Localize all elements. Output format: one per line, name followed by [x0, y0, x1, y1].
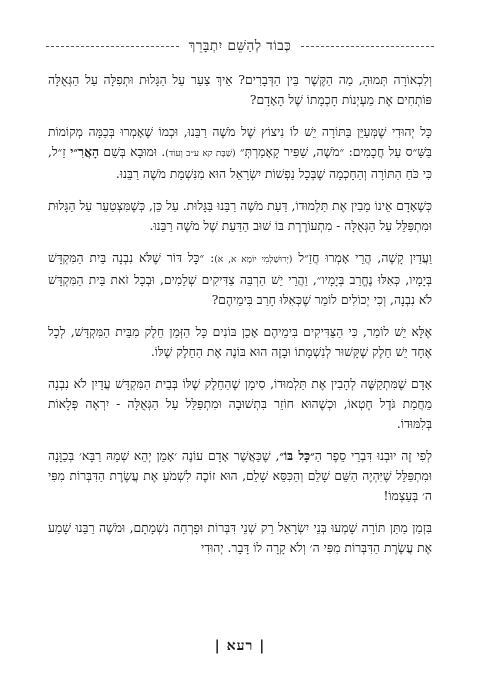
paragraph-text: לְפִי זֶה יוּבְנוּ דִּבְרֵי סֵפֶר הַ — [314, 449, 432, 463]
paragraph — [48, 70, 432, 110]
paragraph-text: כְּשֶׁאָדָם אֵינוֹ מֵבִין אֶת תַּלְמוּדוֹ, דַּעַת מֹשֶׁה רַבֵּנוּ בַּגָּלוּת. עַל כֵּן, כְּשֶׁמִּצְטַעֵר עַל הַגָּלוּת וּמִתְפַּלֵּל עַל הַגְּאֻלָּה - מִתְעוֹרֶרֶת בּוֹ שׁוּב הַדַּעַת שֶׁל מֹשֶׁה רַבֵּנוּ. — [48, 199, 432, 233]
paragraph — [48, 374, 432, 434]
emphasized-text: הָאֲרִ״י — [70, 144, 100, 159]
paragraph-text: וַעֲדַיִן קָשֶׁה, הֲרֵי אָמְרוּ חֲזַ״ל — [292, 251, 432, 265]
paragraph — [48, 122, 432, 184]
paragraph-text: בִּזְמַן מַתַּן תּוֹרָה שָׁמְעוּ בְּנֵי יִשְׂרָאֵל רַק שְׁנֵי דִּבְּרוֹת וּפָרְחָה נִשְׁמָתָם, וּמֹשֶׁה רַבֵּנוּ שָׁמַע אֶת עֲשֶׂרֶת הַדִּבְּרוֹת מִפִּי ה׳ וְלֹא קָרָה לוֹ דָּבָר. יְהוּדִי — [48, 521, 432, 555]
body-text — [48, 70, 432, 570]
paragraph-text: , שֶׁכַּאֲשֶׁר אָדָם עוֹנֶה ׳אָמֵן יְהֵא שְׁמֵהּ רַבָּא׳ בְּכַוָּנָה וּמִתְפַּלֵּל שֶׁיִּהְיֶה הַשֵּׁם שָׁלֵם וְהַכִּסֵּא שָׁלֵם, הוּא זוֹכֶה לִשְׁמֹעַ אֶת עֲשֶׂרֶת הַדִּבְּרוֹת מִפִּי ה׳ בְּעַצְמוֹ! — [48, 449, 432, 503]
paragraph — [48, 518, 432, 558]
paragraph-text: זַ״ל, כִּי כֹּחַ הַתּוֹרָה וְהַחָכְמָה שֶׁבְּכָל נַפְשׁוֹת יִשְׂרָאֵל הוּא מִנִּשְׁמַת מֹשֶׁה רַבֵּנוּ. — [48, 145, 432, 181]
paragraph — [48, 446, 432, 506]
source-reference: (יְרוּשַׁלְמִי יוֹמָא א, א) — [214, 255, 293, 265]
header-rule-right — [301, 46, 434, 47]
paragraph — [48, 196, 432, 236]
paragraph — [48, 322, 432, 362]
source-reference: (שַׁבָּת קא ע״ב וְעוֹד) — [165, 149, 236, 159]
paragraph-text: כָּל יְהוּדִי שֶׁמְּעַיֵּן בַּתּוֹרָה יֵשׁ לוֹ נִיצוֹץ שֶׁל מֹשֶׁה רַבֵּנוּ, וּכְמוֹ שֶׁאָמְרוּ בְּכַמָּה מְקוֹמוֹת בַּשַּׁ״ס עַל חֲכָמִים: ״מֹשֶׁה, שַׁפִּיר קָאָמַרְתְּ״ — [48, 125, 432, 159]
running-header — [46, 38, 434, 54]
paragraph-text: אָדָם שֶׁמִּתְקַשֶּׁה לְהָבִין אֶת תַּלְמוּדוֹ, סִימָן שֶׁהַחֵלֶק שֶׁלּוֹ בְּבֵית הַמִּקְדָּשׁ עֲדַיִן לֹא נִבְנָה מֵחֲמַת גֹּדֶל חֶטְאוֹ, וּכְשֶׁהוּא חוֹזֵר בִּתְשׁוּבָה וּמִתְפַּלֵּל עַל הַגְּאֻלָּה - יִרְאֶה פְּלָאוֹת בְּלִמּוּדוֹ. — [48, 377, 432, 431]
header-rule-left — [46, 46, 179, 47]
paragraph — [48, 248, 432, 310]
header-title: כְּבוֹד לְהַשֵּׁם יִתְבָּרֵךְ — [188, 38, 292, 54]
paragraph-text: . וּמוּבָא בְּשֵׁם — [99, 145, 166, 159]
paragraph-text: : ״כָּל דּוֹר שֶׁלֹּא נִבְנָה בֵּית הַמִּקְדָּשׁ בְּיָמָיו, כְּאִלּוּ נֶחֱרַב בְּיָמָיו״, וַהֲרֵי יֵשׁ הַרְבֵּה צַדִּיקִים שְׁלֵמִים, וּבְכָל זֹאת בֵּית הַמִּקְדָּשׁ לֹא נִבְנָה, וְכִי יְכוֹלִים לוֹמַר שֶׁכְּאִלּוּ חָרַב בִּימֵיהֶם? — [48, 251, 432, 307]
emphasized-text: ״כָּל בּוֹ״ — [279, 448, 315, 463]
page-number: | רעא | — [214, 638, 266, 654]
paragraph-text: אֶלָּא יֵשׁ לוֹמַר, כִּי הַצַּדִּיקִים בִּימֵיהֶם אָכֵן בּוֹנִים כָּל הַזְּמַן חֵלֶק מִבֵּית הַמִּקְדָּשׁ, לְכָל אֶחָד יֵשׁ חֵלֶק שֶׁקָּשׁוּר לְנִשְׁמָתוֹ וּבָזֶה הוּא בּוֹנֶה אֶת הַחֵלֶק שֶׁלּוֹ. — [48, 325, 432, 359]
paragraph-text: וְלִכְאוֹרָה תְּמוּהָ, מַה הַקֶּשֶׁר בֵּין הַדְּבָרִים? אֵיךְ צַעַר עַל הַגָּלוּת וּתְפִלָּה עַל הַגְּאֻלָּה פּוֹתְחִים אֶת מַעְיְנוֹת חָכְמָתוֹ שֶׁל הָאָדָם? — [48, 73, 432, 107]
